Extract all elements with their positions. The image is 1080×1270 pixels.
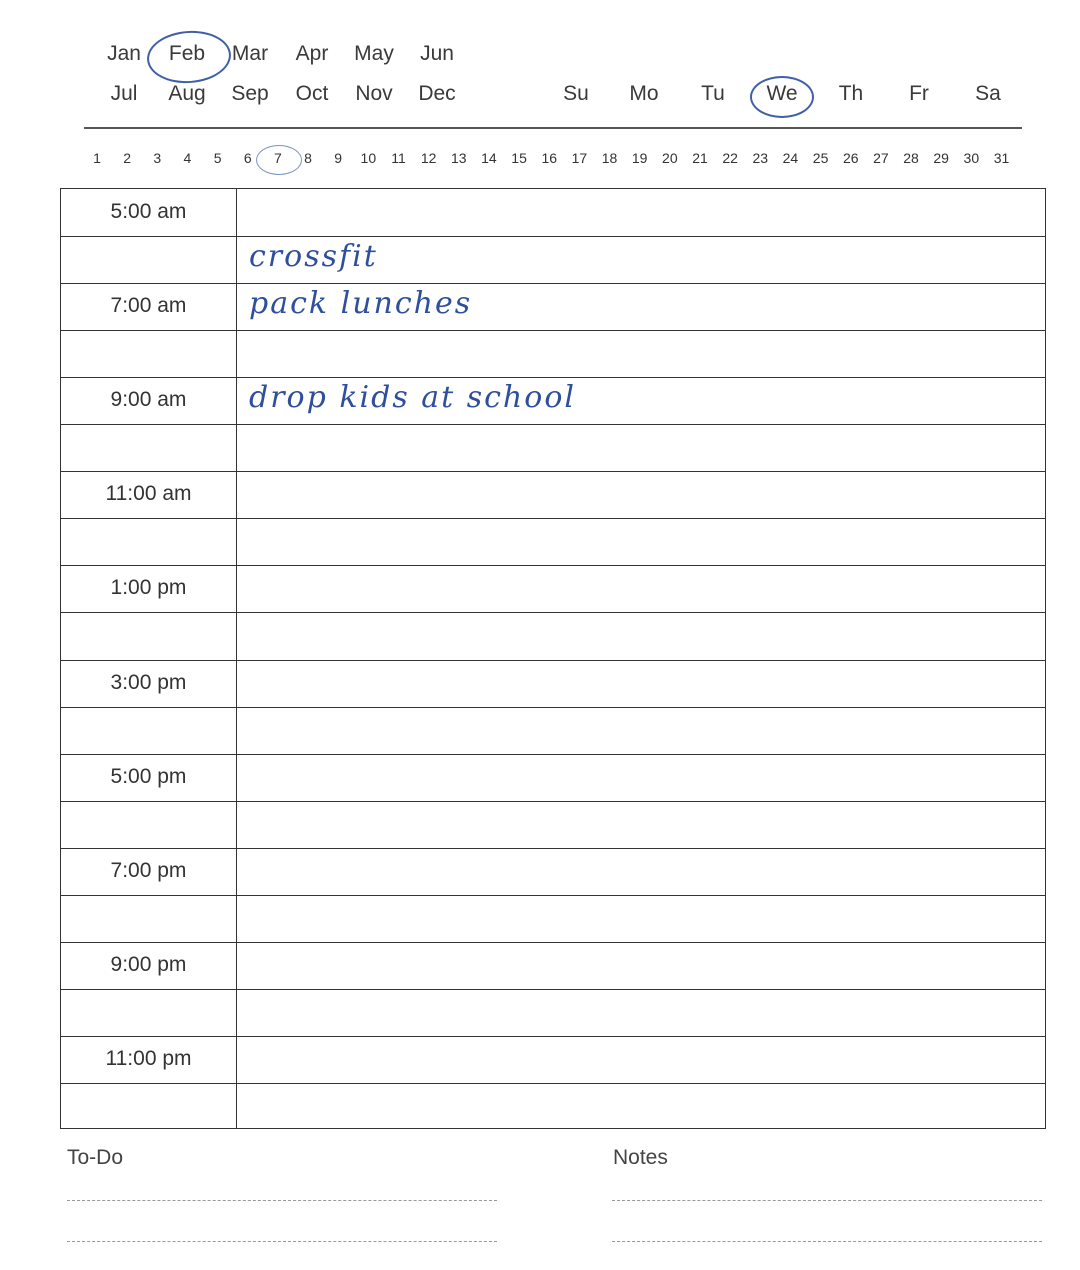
month-jun[interactable]: Jun: [420, 42, 454, 65]
date-18[interactable]: 18: [601, 150, 618, 166]
date-15[interactable]: 15: [511, 150, 527, 166]
month-aug[interactable]: Aug: [168, 82, 206, 105]
row-divider: [61, 330, 1045, 331]
weekday-tu[interactable]: Tu: [701, 82, 725, 105]
month-sep[interactable]: Sep: [231, 82, 269, 105]
time-label: 7:00 pm: [110, 858, 187, 882]
notes-line[interactable]: [612, 1241, 1042, 1242]
date-13[interactable]: 13: [451, 150, 467, 166]
date-4[interactable]: 4: [183, 150, 192, 166]
time-label: 9:00 pm: [110, 952, 187, 976]
weekday-th[interactable]: Th: [838, 82, 864, 105]
date-1[interactable]: 1: [93, 150, 101, 166]
selected-date-circle: [256, 145, 302, 175]
row-divider: [61, 565, 1045, 566]
selected-weekday-circle: [750, 76, 814, 118]
date-6[interactable]: 6: [243, 150, 252, 166]
date-20[interactable]: 20: [662, 150, 678, 166]
notes-heading: Notes: [613, 1146, 668, 1169]
weekday-we[interactable]: We: [766, 82, 798, 105]
date-21[interactable]: 21: [692, 150, 708, 166]
row-divider: [61, 283, 1045, 284]
header-divider: [84, 127, 1022, 129]
date-22[interactable]: 22: [722, 150, 738, 166]
month-jan[interactable]: Jan: [107, 42, 141, 65]
todo-heading: To-Do: [67, 1146, 124, 1169]
date-31[interactable]: 31: [993, 150, 1010, 166]
date-12[interactable]: 12: [420, 150, 437, 166]
date-5[interactable]: 5: [213, 150, 222, 166]
date-3[interactable]: 3: [153, 150, 162, 166]
schedule-entry[interactable]: crossfit: [249, 239, 378, 275]
month-feb[interactable]: Feb: [168, 42, 206, 65]
month-oct[interactable]: Oct: [295, 82, 329, 105]
month-apr[interactable]: Apr: [295, 42, 329, 65]
month-may[interactable]: May: [354, 42, 394, 65]
row-divider: [61, 1036, 1045, 1037]
date-24[interactable]: 24: [782, 150, 799, 166]
row-divider: [61, 754, 1045, 755]
date-23[interactable]: 23: [752, 150, 769, 166]
row-divider: [61, 707, 1045, 708]
row-divider: [61, 471, 1045, 472]
time-label: 3:00 pm: [110, 670, 187, 694]
notes-line[interactable]: [612, 1200, 1042, 1201]
row-divider: [61, 801, 1045, 802]
date-27[interactable]: 27: [873, 150, 889, 166]
weekday-su[interactable]: Su: [563, 82, 589, 105]
date-7[interactable]: 7: [273, 150, 282, 166]
row-divider: [61, 424, 1045, 425]
row-divider: [61, 612, 1045, 613]
date-19[interactable]: 19: [631, 150, 648, 166]
month-mar[interactable]: Mar: [231, 42, 269, 65]
date-26[interactable]: 26: [842, 150, 859, 166]
month-nov[interactable]: Nov: [355, 82, 393, 105]
date-2[interactable]: 2: [123, 150, 132, 166]
date-28[interactable]: 28: [903, 150, 919, 166]
time-label: 11:00 pm: [105, 1046, 192, 1070]
schedule-entry[interactable]: pack lunches: [249, 286, 473, 322]
row-divider: [61, 377, 1045, 378]
time-label: 9:00 am: [110, 388, 187, 412]
selected-month-circle: [145, 28, 232, 86]
row-divider: [61, 518, 1045, 519]
date-17[interactable]: 17: [571, 150, 588, 166]
row-divider: [61, 660, 1045, 661]
weekday-mo[interactable]: Mo: [629, 82, 659, 105]
time-label: 11:00 am: [105, 482, 192, 506]
row-divider: [61, 236, 1045, 237]
row-divider: [61, 1083, 1045, 1084]
date-30[interactable]: 30: [963, 150, 980, 166]
row-divider: [61, 848, 1045, 849]
schedule-grid: [60, 188, 1046, 1129]
weekday-fr[interactable]: Fr: [909, 82, 929, 105]
month-jul[interactable]: Jul: [110, 82, 138, 105]
todo-line[interactable]: [67, 1241, 497, 1242]
date-29[interactable]: 29: [933, 150, 949, 166]
weekday-sa[interactable]: Sa: [975, 82, 1001, 105]
row-divider: [61, 895, 1045, 896]
time-label: 5:00 pm: [110, 764, 187, 788]
date-8[interactable]: 8: [304, 150, 312, 166]
month-dec[interactable]: Dec: [418, 82, 456, 105]
time-label: 7:00 am: [110, 294, 187, 318]
time-label: 1:00 pm: [110, 576, 187, 600]
date-11[interactable]: 11: [391, 150, 406, 166]
time-label: 5:00 am: [110, 200, 187, 223]
schedule-entry[interactable]: drop kids at school: [249, 380, 576, 416]
row-divider: [61, 942, 1045, 943]
date-10[interactable]: 10: [360, 150, 377, 166]
date-14[interactable]: 14: [481, 150, 497, 166]
row-divider: [61, 989, 1045, 990]
date-9[interactable]: 9: [334, 150, 343, 166]
date-25[interactable]: 25: [812, 150, 829, 166]
date-16[interactable]: 16: [541, 150, 558, 166]
todo-line[interactable]: [67, 1200, 497, 1201]
